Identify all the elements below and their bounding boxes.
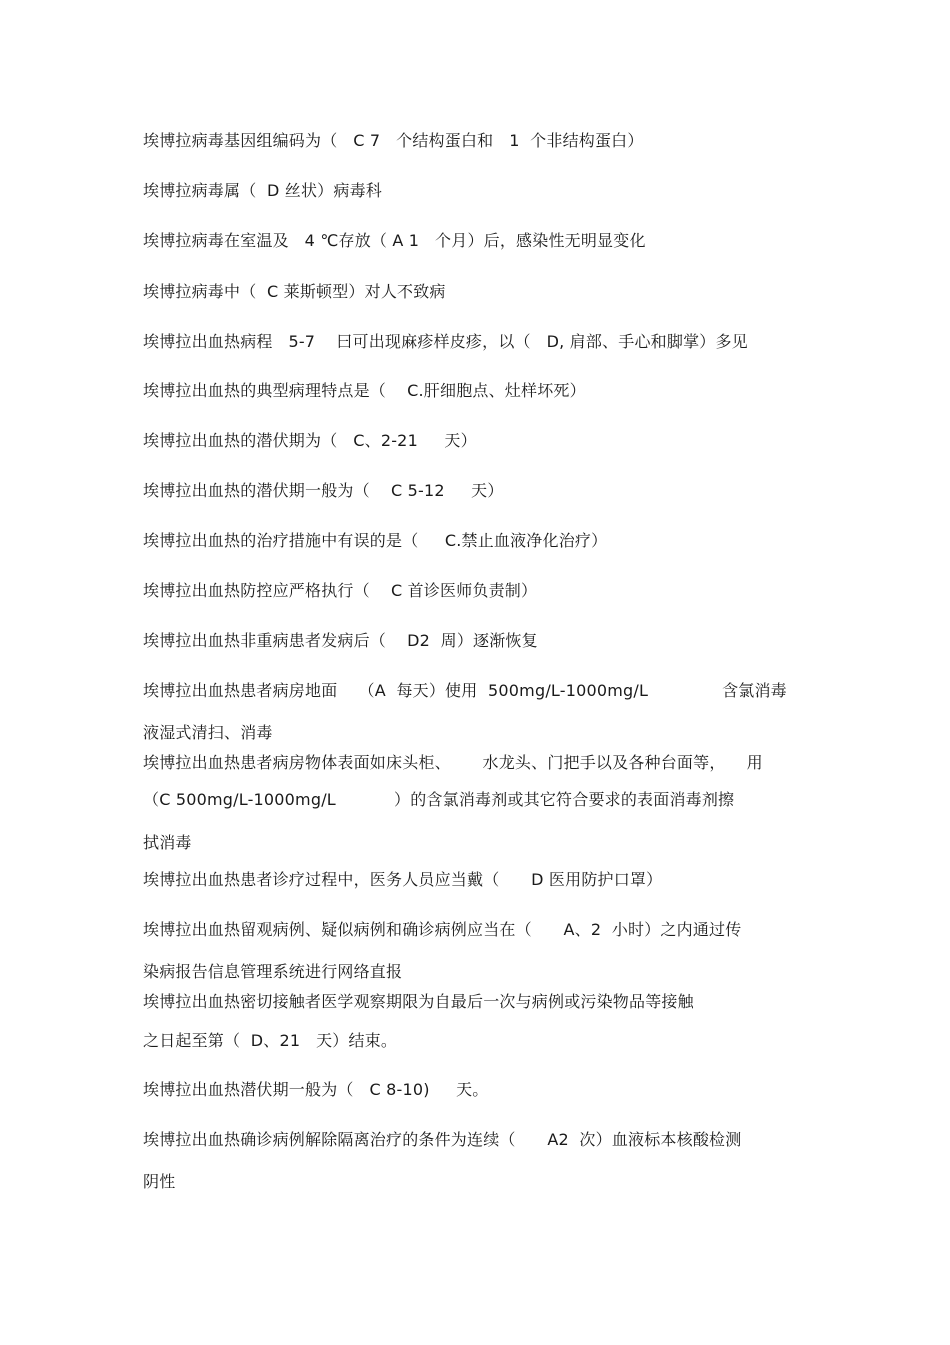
text-line: 埃博拉出血热防控应严格执行（ C 首诊医师负责制）: [143, 581, 538, 600]
text-line: 埃博拉出血热的潜伏期一般为（ C 5-12 天）: [143, 481, 504, 500]
text-line: 埃博拉出血热患者诊疗过程中，医务人员应当戴（ D 医用防护口罩）: [143, 870, 663, 889]
text-line: 埃博拉病毒属（ D 丝状）病毒科: [143, 181, 382, 200]
text-line: 埃博拉出血热确诊病例解除隔离治疗的条件为连续（ A2 次）血液标本核酸检测: [143, 1130, 742, 1149]
text-line: 埃博拉病毒基因组编码为（ C 7 个结构蛋白和 1 个非结构蛋白）: [143, 131, 644, 150]
text-line: 埃博拉出血热患者病房地面 （A 每天）使用 500mg/L-1000mg/L 含氯消毒: [143, 681, 787, 700]
text-line: 埃博拉出血热留观病例、疑似病例和确诊病例应当在（ A、2 小时）之内通过传: [143, 920, 742, 939]
text-line: （C 500mg/L-1000mg/L ）的含氯消毒剂或其它符合要求的表面消毒剂擦: [143, 790, 735, 809]
text-line: 埃博拉出血热病程 5-7 曰可出现麻疹样皮疹，以（ D, 肩部、手心和脚掌）多见: [143, 332, 748, 351]
text-line: 埃博拉病毒中（ C 莱斯顿型）对人不致病: [143, 282, 446, 301]
text-line: 埃博拉出血热的治疗措施中有误的是（ C.禁止血液净化治疗）: [143, 531, 608, 550]
text-line: 埃博拉病毒在室温及 4 ℃存放（ A 1 个月）后，感染性无明显变化: [143, 231, 646, 250]
text-line: 埃博拉出血热的典型病理特点是（ C.肝细胞点、灶样坏死）: [143, 381, 586, 400]
text-line: 埃博拉出血热患者病房物体表面如床头柜、 水龙头、门把手以及各种台面等， 用: [143, 753, 763, 772]
text-line: 埃博拉出血热的潜伏期为（ C、2-21 天）: [143, 431, 477, 450]
text-line: 阴性: [143, 1172, 176, 1191]
text-line: 液湿式清扫、消毒: [143, 723, 273, 742]
text-line: 埃博拉出血热潜伏期一般为（ C 8-10) 天。: [143, 1080, 489, 1099]
text-line: 之日起至第（ D、21 天）结束。: [143, 1031, 398, 1050]
text-line: 埃博拉出血热非重病患者发病后（ D2 周）逐渐恢复: [143, 631, 538, 650]
text-line: 染病报告信息管理系统进行网络直报: [143, 962, 403, 981]
text-line: 拭消毒: [143, 833, 192, 852]
text-line: 埃博拉出血热密切接触者医学观察期限为自最后一次与病例或污染物品等接触: [143, 992, 694, 1011]
